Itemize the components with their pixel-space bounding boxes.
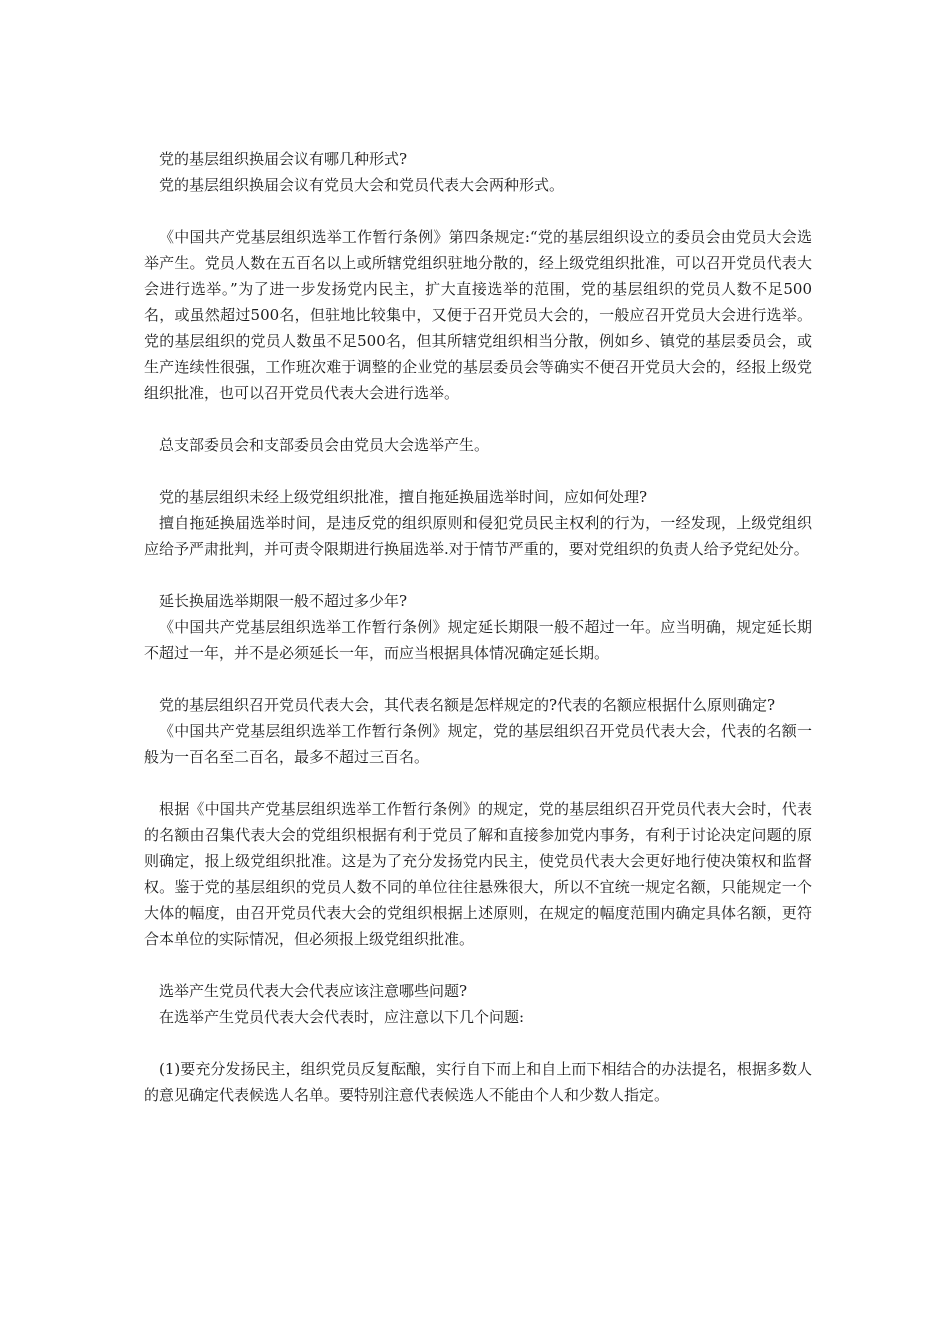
answer-paragraph: 《中国共产党基层组织选举工作暂行条例》规定，党的基层组织召开党员代表大会，代表的名额一般为一百名至二百名，最多不超过三百名。: [144, 722, 812, 766]
list-item-paragraph: (1)要充分发扬民主，组织党员反复酝酿，实行自下而上和自上而下相结合的办法提名，根据多数人的意见确定代表候选人名单。要特别注意代表候选人不能由个人和少数人指定。: [144, 1060, 812, 1104]
answer-paragraph: 在选举产生党员代表大会代表时，应注意以下几个问题:: [159, 1008, 525, 1026]
body-paragraph: 《中国共产党基层组织选举工作暂行条例》第四条规定:“党的基层组织设立的委员会由党员大会选举产生。党员人数在五百名以上或所辖党组织驻地分散的，经上级党组织批准，可以召开党员代表大会进行选举。”为了进一步发扬党内民主，扩大直接选举的范围，党的基层组织的党员人数不足500名，或虽然超过500名，但驻地比较集中，又便于召开党员大会的，一般应召开党员大会进行选举。党的基层组织的党员人数虽不足500名，但其所辖党组织相当分散，例如乡、镇党的基层委员会，或生产连续性很强，工作班次难于调整的企业党的基层委员会等确实不便召开党员大会的，经报上级党组织批准，也可以召开党员代表大会进行选举。: [144, 228, 812, 402]
paragraph-gap: [144, 198, 812, 224]
document-body: [144, 146, 812, 1108]
paragraph-gap: [144, 666, 812, 692]
paragraph-gap: [144, 1030, 812, 1056]
paragraph-gap: [144, 458, 812, 484]
body-paragraph: 总支部委员会和支部委员会由党员大会选举产生。: [159, 436, 490, 454]
answer-paragraph: 擅自拖延换届选举时间，是违反党的组织原则和侵犯党员民主权利的行为，一经发现，上级党组织应给予严肃批判，并可责令限期进行换届选举.对于情节严重的，要对党组织的负责人给予党纪处分。: [144, 514, 812, 558]
paragraph-gap: [144, 952, 812, 978]
body-paragraph: 根据《中国共产党基层组织选举工作暂行条例》的规定，党的基层组织召开党员代表大会时，代表的名额由召集代表大会的党组织根据有利于党员了解和直接参加党内事务，有利于讨论决定问题的原则确定，报上级党组织批准。这是为了充分发扬党内民主，使党员代表大会更好地行使决策权和监督权。鉴于党的基层组织的党员人数不同的单位往往悬殊很大，所以不宜统一规定名额，只能规定一个大体的幅度，由召开党员代表大会的党组织根据上述原则，在规定的幅度范围内确定具体名额，更符合本单位的实际情况，但必须报上级党组织批准。: [144, 800, 812, 948]
question-paragraph: 党的基层组织召开党员代表大会，其代表名额是怎样规定的?代表的名额应根据什么原则确定?: [159, 696, 776, 714]
question-paragraph: 选举产生党员代表大会代表应该注意哪些问题?: [159, 982, 468, 1000]
paragraph-gap: [144, 562, 812, 588]
question-paragraph: 党的基层组织未经上级党组织批准，擅自拖延换届选举时间，应如何处理?: [159, 488, 648, 506]
question-paragraph: 延长换届选举期限一般不超过多少年?: [159, 592, 408, 610]
question-paragraph: 党的基层组织换届会议有哪几种形式?: [159, 150, 408, 168]
answer-paragraph: 党的基层组织换届会议有党员大会和党员代表大会两种形式。: [159, 176, 565, 194]
paragraph-gap: [144, 406, 812, 432]
answer-paragraph: 《中国共产党基层组织选举工作暂行条例》规定延长期限一般不超过一年。应当明确，规定延长期不超过一年，并不是必须延长一年，而应当根据具体情况确定延长期。: [144, 618, 812, 662]
paragraph-gap: [144, 770, 812, 796]
